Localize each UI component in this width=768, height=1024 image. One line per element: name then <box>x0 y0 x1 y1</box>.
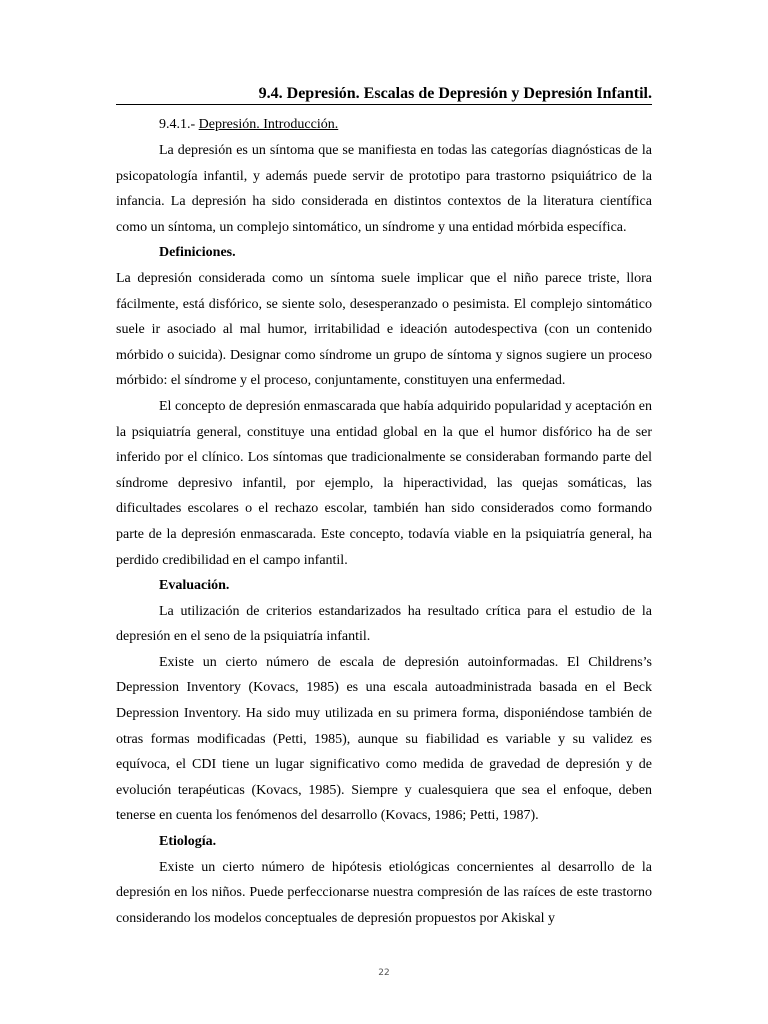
paragraph-etiologia-1: Existe un cierto número de hipótesis etiológicas concernientes al desarrollo de la depresión en los niños. Puede perfeccionarse nuestra compresión de las raíces de este trastorno considerando los modelos conceptuales de depresión propuestos por Akiskal y <box>116 859 652 926</box>
section-title: 9.4. Depresión. Escalas de Depresión y Depresión Infantil. <box>258 85 652 102</box>
heading-etiologia: Etiología. <box>159 834 217 850</box>
page-number: 22 <box>378 968 390 978</box>
body-text <box>116 138 652 931</box>
subsection-number: 9.4.1.- <box>159 117 196 132</box>
subsection-title: Depresión. Introducción. <box>198 117 339 132</box>
paragraph-intro: La depresión es un síntoma que se manifiesta en todas las categorías diagnósticas de la psicopatología infantil, y además puede servir de prototipo para trastorno psiquiátrico de la infancia. La depresión ha sido considerada en distintos contextos de la literatura científica como un síntoma, un complejo sintomático, un síndrome y una entidad mórbida específica. <box>116 143 652 235</box>
heading-evaluacion: Evaluación. <box>159 578 230 594</box>
paragraph-definiciones-1: La depresión considerada como un síntoma suele implicar que el niño parece triste, llora fácilmente, está disfórico, se siente solo, desesperanzado o pesimista. El complejo sintomático suele ir asociado al mal humor, irritabilidad e ideación autodespectiva (con un contenido mórbido o suicida). Designar como síndrome un grupo de síntoma y signos sugiere un proceso mórbido: el síndrome y el proceso, conjuntamente, constituyen una enfermedad. <box>116 270 652 389</box>
paragraph-evaluacion-2: Existe un cierto número de escala de depresión autoinformadas. El Childrens’s Depression Inventory (Kovacs, 1985) es una escala autoadministrada basada en el Beck Depression Inventory. Ha sido muy utilizada en su primera forma, disponiéndose también de otras formas modificadas (Petti, 1985), aunque su fiabilidad es variable y su validez es equívoca, el CDI tiene un lugar significativo como medida de gravedad de depresión y de evolución terapéuticas (Kovacs, 1985). Siempre y cualesquiera que sea el enfoque, deben tenerse en cuenta los fenómenos del desarrollo (Kovacs, 1986; Petti, 1987). <box>116 654 652 824</box>
subsection-heading <box>159 116 338 134</box>
heading-underline-rule <box>116 104 652 105</box>
paragraph-evaluacion-1: La utilización de criterios estandarizados ha resultado crítica para el estudio de la depresión en el seno de la psiquiatría infantil. <box>116 603 652 645</box>
heading-definiciones: Definiciones. <box>159 245 236 261</box>
paragraph-definiciones-2: El concepto de depresión enmascarada que había adquirido popularidad y aceptación en la psiquiatría general, constituye una entidad global en la que el humor disfórico ha de ser inferido por el clínico. Los síntomas que tradicionalmente se consideraban formando parte del síndrome depresivo infantil, por ejemplo, la hiperactividad, las quejas somáticas, las dificultades escolares o el rechazo escolar, también han sido considerados como formando parte de la depresión enmascarada. Este concepto, todavía viable en la psiquiatría general, ha perdido credibilidad en el campo infantil. <box>116 398 652 568</box>
